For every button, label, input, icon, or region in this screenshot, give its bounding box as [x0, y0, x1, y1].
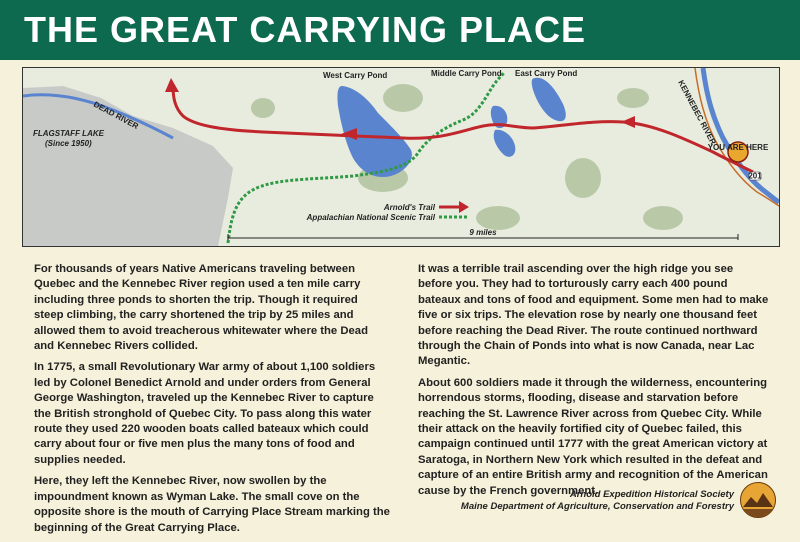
paragraph: For thousands of years Native Americans traveling between Quebec and the Kennebec River region used a ten mile carry including three ponds to shorten the trip. Though it required steep climbing, the carry shortened the trip by 25 miles and allowed them to avoid treacherous whitewater where the Dead and Kennebec Rivers collided. [34, 263, 368, 353]
credit-society: Arnold Expedition Historical Society [569, 489, 734, 500]
flagstaff-lake-label: FLAGSTAFF LAKE [33, 129, 104, 138]
scale-label: 9 miles [469, 228, 497, 237]
title-banner [0, 0, 800, 60]
flagstaff-lake-area [23, 86, 233, 246]
flagstaff-lake-note: (Since 1950) [45, 139, 92, 148]
society-seal-logo [740, 482, 776, 518]
east-carry-pond-label: East Carry Pond [515, 69, 578, 78]
map-canvas [23, 68, 779, 246]
kennebec-river-label: KENNEBEC RIVER [676, 78, 718, 147]
left-text-column [34, 262, 390, 542]
trail-map [22, 67, 780, 247]
right-text-column [418, 262, 770, 505]
paragraph: In 1775, a small Revolutionary War army of about 1,100 soldiers led by Colonel Benedict Arnold and under orders from General George Washington, traveled up the Kennebec River to capture the British stronghold of Quebec City. To pass along this water route they used 220 wooden boats called bateaux which could carry about four or five men plus the many tons of food and supplies needed. [34, 361, 376, 466]
east-carry-pond [532, 78, 566, 121]
legend-appalachian-label: Appalachian National Scenic Trail [306, 213, 435, 222]
paragraph: Here, they left the Kennebec River, now swollen by the impoundment known as Wyman Lake. The small cove on the opposite shore is the mouth of Carrying Place Stream marking the beginning of the Great Carrying Place. [34, 475, 390, 534]
dead-river-label: DEAD RIVER [92, 99, 140, 131]
route-shield-label: 201 [748, 171, 762, 181]
legend-arnold-arrow-icon [459, 201, 469, 213]
legend-arnold-label: Arnold's Trail [383, 203, 435, 212]
paragraph: About 600 soldiers made it through the wilderness, encountering horrendous storms, flooding, disease and starvation before reaching the St. Lawrence River across from Quebec City. While their attack on the heavily fortified city of Quebec failed, this campaign continued until 1777 with the great American victory at Saratoga, in Northern New York which resulted in the defeat and capture of an entire British army and recognition of the American cause by the French government. [418, 376, 768, 497]
middle-carry-pond-lower [494, 130, 516, 157]
credit-department: Maine Department of Agriculture, Conservation and Forestry [460, 501, 734, 512]
paragraph: It was a terrible trail ascending over the high ridge you see before you. They had to torturously carry each 400 pound bateaux and tons of food and equipment. Some men had to make five or six trips. The elevation rose by nearly one thousand feet before reaching the Dead River. The route continued northward through the Chain of Ponds into what is now Canada, near Lac Megantic. [418, 263, 769, 368]
you-are-here-label: YOU ARE HERE [707, 143, 769, 152]
credits [461, 489, 734, 513]
trail-arrow-icon [621, 116, 635, 128]
middle-carry-pond-label: Middle Carry Pond [431, 69, 502, 78]
west-carry-pond-label: West Carry Pond [323, 71, 388, 80]
page-title: THE GREAT CARRYING PLACE [24, 9, 587, 50]
trail-arrow-icon [165, 78, 179, 92]
